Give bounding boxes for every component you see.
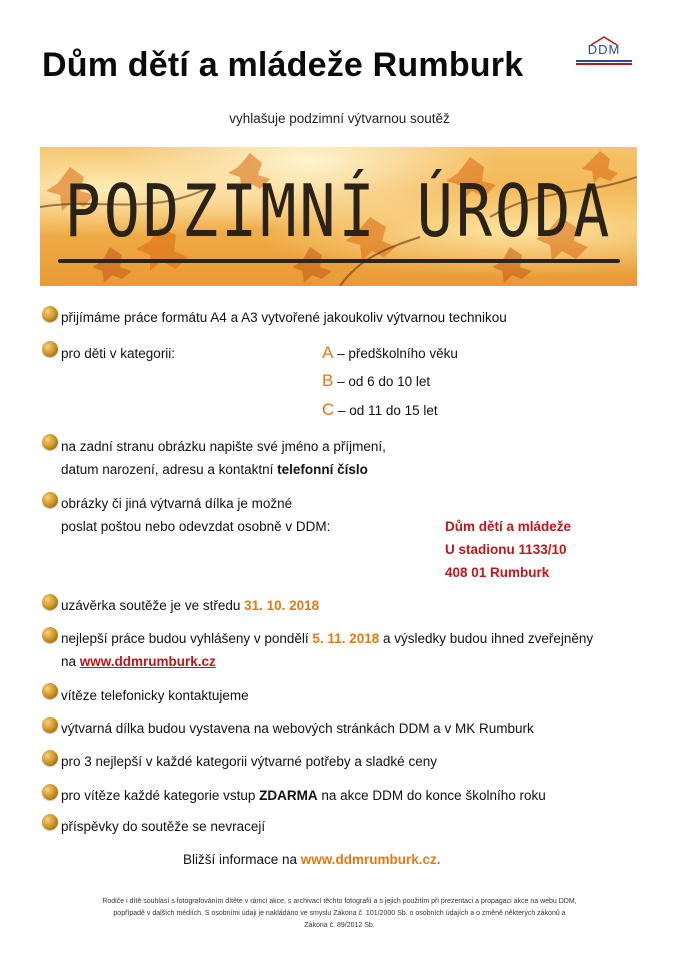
back-side-line2	[61, 463, 368, 477]
phone-number-emphasis: telefonní číslo	[277, 462, 368, 477]
no-return-text: příspěvky do soutěže se nevracejí	[61, 819, 266, 834]
prizes-text: pro 3 nejlepší v každé kategorii výtvarné potřeby a sladké ceny	[61, 754, 437, 769]
bullet-icon	[42, 306, 58, 322]
address-line1: Dům dětí a mládeže	[445, 519, 572, 534]
footnote-line2: popřípadě v dalších médiích. S osobními údaji je nakládáno ve smyslu Zákona č. 101/2000 Sb. o osobních údajích a o změně některých zákonů a	[113, 910, 566, 917]
category-b	[322, 372, 430, 389]
category-b-letter: B	[322, 371, 334, 390]
page-title: Dům dětí a mládeže Rumburk	[42, 46, 524, 84]
deadline-text	[61, 599, 319, 613]
bullet-icon	[42, 594, 58, 610]
results-line2	[61, 655, 216, 669]
category-a-text: – předškolního věku	[333, 346, 458, 361]
category-a-letter: A	[322, 343, 334, 362]
ddm-logo	[574, 36, 634, 66]
more-info-label: Bližší informace na	[183, 852, 301, 867]
bullet-icon	[42, 683, 58, 699]
back-side-line1: na zadní stranu obrázku napište své jméno a příjmení,	[61, 439, 386, 454]
results-line2-prefix: na	[61, 654, 80, 669]
category-a	[322, 344, 458, 361]
bullet-icon	[42, 750, 58, 766]
banner-heading: PODZIMNÍ ÚRODA	[64, 170, 613, 254]
more-info	[183, 853, 441, 867]
send-line1: obrázky či jiná výtvarná dílka je možné	[61, 496, 293, 511]
free-entry-suffix: na akce DDM do konce školního roku	[317, 788, 546, 803]
footnote-line3: Zákona č. 89/2012 Sb.	[304, 922, 375, 929]
back-side-line2-text: datum narození, adresu a kontaktní	[61, 462, 278, 477]
bullet-icon	[42, 814, 58, 830]
bullet-icon	[42, 492, 58, 508]
logo-stripe-blue	[576, 60, 632, 62]
category-c-text: – od 11 do 15 let	[334, 403, 438, 418]
formats-text: přijímáme práce formátu A4 a A3 vytvořené jakoukoliv výtvarnou technikou	[61, 310, 507, 325]
bullet-icon	[42, 784, 58, 800]
address-line2: U stadionu 1133/10	[445, 542, 567, 557]
send-line2: poslat poštou nebo odevzdat osobně v DDM:	[61, 519, 331, 534]
more-info-link[interactable]: www.ddmrumburk.cz.	[300, 852, 441, 867]
free-entry-prefix: pro vítěze každé kategorie vstup	[61, 788, 260, 803]
free-entry-bold: ZDARMA	[259, 788, 318, 803]
bullet-icon	[42, 434, 58, 450]
deadline-label: uzávěrka soutěže je ve středu	[61, 598, 245, 613]
bullet-icon	[42, 717, 58, 733]
autumn-banner	[40, 147, 637, 286]
bullet-icon	[42, 627, 58, 643]
logo-stripe-red	[576, 63, 632, 65]
banner-underline	[58, 259, 620, 263]
bullet-icon	[42, 341, 58, 357]
free-entry-text	[61, 789, 546, 803]
category-c-letter: C	[322, 400, 335, 419]
categories-label: pro děti v kategorii:	[61, 346, 176, 361]
consent-footnote	[40, 896, 639, 932]
results-date: 5. 11. 2018	[312, 631, 380, 646]
category-b-text: – od 6 do 10 let	[333, 374, 431, 389]
category-c	[322, 401, 438, 418]
deadline-date: 31. 10. 2018	[244, 598, 320, 613]
winners-contact-text: vítěze telefonicky kontaktujeme	[61, 688, 249, 703]
subtitle: vyhlašuje podzimní výtvarnou soutěž	[229, 111, 450, 126]
footnote-line1: Rodiče i dítě souhlasí s fotografováním dítěte v rámci akce, s archivací těchto fotografií a s jejich použitím při prezentaci a propagaci akce na webu DDM,	[102, 898, 577, 905]
logo-text: DDM	[587, 42, 621, 57]
exhibition-text: výtvarná dílka budou vystavena na webových stránkách DDM a v MK Rumburk	[61, 721, 534, 736]
website-link[interactable]: www.ddmrumburk.cz	[79, 654, 216, 669]
results-label: nejlepší práce budou vyhlášeny v pondělí	[61, 631, 313, 646]
results-line1	[61, 632, 593, 646]
results-suffix: a výsledky budou ihned zveřejněny	[379, 631, 594, 646]
address-line3: 408 01 Rumburk	[445, 565, 550, 580]
